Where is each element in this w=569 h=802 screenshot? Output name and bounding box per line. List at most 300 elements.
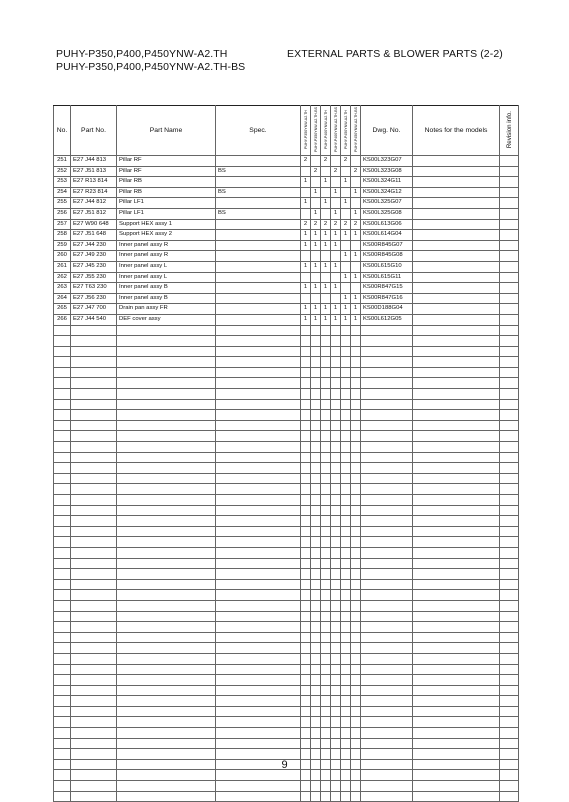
cell-qty bbox=[311, 558, 321, 569]
cell-dwg-no: KS00L613G06 bbox=[361, 219, 413, 230]
cell-qty bbox=[311, 357, 321, 368]
cell-qty bbox=[341, 431, 351, 442]
cell-spec bbox=[216, 219, 301, 230]
cell-qty bbox=[351, 653, 361, 664]
cell-part-no: E27 W90 648 bbox=[71, 219, 117, 230]
cell-part-no: E27 T63 230 bbox=[71, 283, 117, 294]
cell-qty bbox=[321, 325, 331, 336]
table-row bbox=[54, 431, 519, 442]
cell-revision bbox=[500, 336, 519, 347]
cell-qty bbox=[331, 706, 341, 717]
cell-qty: 1 bbox=[301, 230, 311, 241]
model-label: PUHY-P450YNW-A2.TH-BS bbox=[353, 107, 358, 152]
cell-qty bbox=[331, 442, 341, 453]
cell-part-no bbox=[71, 452, 117, 463]
cell-spec bbox=[216, 505, 301, 516]
header-revision bbox=[500, 106, 519, 156]
cell-qty bbox=[301, 357, 311, 368]
cell-no bbox=[54, 399, 71, 410]
table-row bbox=[54, 473, 519, 484]
cell-qty: 1 bbox=[331, 261, 341, 272]
cell-qty bbox=[341, 643, 351, 654]
cell-notes bbox=[413, 632, 500, 643]
cell-notes bbox=[413, 558, 500, 569]
cell-notes bbox=[413, 389, 500, 400]
cell-notes bbox=[413, 304, 500, 315]
table-row bbox=[54, 367, 519, 378]
table-row bbox=[54, 717, 519, 728]
cell-qty bbox=[351, 336, 361, 347]
cell-part-name bbox=[117, 770, 216, 781]
cell-spec bbox=[216, 346, 301, 357]
cell-spec bbox=[216, 304, 301, 315]
cell-spec bbox=[216, 781, 301, 792]
cell-qty: 1 bbox=[351, 304, 361, 315]
cell-notes bbox=[413, 749, 500, 760]
cell-notes bbox=[413, 770, 500, 781]
cell-revision bbox=[500, 738, 519, 749]
cell-notes bbox=[413, 283, 500, 294]
model-header bbox=[56, 48, 245, 74]
cell-qty bbox=[351, 728, 361, 739]
cell-qty bbox=[301, 526, 311, 537]
table-row bbox=[54, 251, 519, 262]
table-row bbox=[54, 166, 519, 177]
cell-qty: 1 bbox=[321, 198, 331, 209]
cell-qty bbox=[321, 632, 331, 643]
cell-qty bbox=[331, 389, 341, 400]
cell-part-no bbox=[71, 410, 117, 421]
cell-qty bbox=[331, 346, 341, 357]
cell-notes bbox=[413, 399, 500, 410]
cell-qty bbox=[341, 600, 351, 611]
cell-revision bbox=[500, 675, 519, 686]
cell-part-no bbox=[71, 420, 117, 431]
cell-notes bbox=[413, 208, 500, 219]
cell-qty: 1 bbox=[321, 304, 331, 315]
cell-qty bbox=[301, 738, 311, 749]
cell-no bbox=[54, 643, 71, 654]
cell-qty: 1 bbox=[341, 198, 351, 209]
cell-part-no bbox=[71, 611, 117, 622]
cell-qty bbox=[351, 569, 361, 580]
cell-part-no bbox=[71, 791, 117, 802]
cell-qty bbox=[331, 590, 341, 601]
cell-no bbox=[54, 537, 71, 548]
cell-dwg-no bbox=[361, 367, 413, 378]
cell-dwg-no bbox=[361, 590, 413, 601]
cell-qty bbox=[331, 452, 341, 463]
cell-dwg-no bbox=[361, 706, 413, 717]
cell-qty: 1 bbox=[351, 187, 361, 198]
cell-notes bbox=[413, 653, 500, 664]
cell-qty bbox=[351, 283, 361, 294]
cell-qty bbox=[351, 505, 361, 516]
cell-qty bbox=[301, 653, 311, 664]
cell-no bbox=[54, 431, 71, 442]
cell-part-name: Inner panel assy R bbox=[117, 251, 216, 262]
cell-no: 266 bbox=[54, 314, 71, 325]
cell-dwg-no bbox=[361, 791, 413, 802]
cell-notes bbox=[413, 569, 500, 580]
cell-part-no bbox=[71, 473, 117, 484]
cell-revision bbox=[500, 410, 519, 421]
cell-revision bbox=[500, 240, 519, 251]
cell-part-name: Pillar LF1 bbox=[117, 208, 216, 219]
cell-dwg-no: KS00D188G04 bbox=[361, 304, 413, 315]
cell-revision bbox=[500, 569, 519, 580]
cell-qty bbox=[311, 336, 321, 347]
cell-qty bbox=[341, 547, 351, 558]
cell-qty bbox=[301, 696, 311, 707]
cell-qty bbox=[301, 367, 311, 378]
cell-qty bbox=[321, 389, 331, 400]
cell-qty bbox=[301, 505, 311, 516]
cell-qty bbox=[341, 463, 351, 474]
cell-part-no bbox=[71, 579, 117, 590]
cell-dwg-no bbox=[361, 325, 413, 336]
cell-dwg-no bbox=[361, 770, 413, 781]
cell-revision bbox=[500, 219, 519, 230]
cell-spec bbox=[216, 728, 301, 739]
cell-part-name bbox=[117, 611, 216, 622]
cell-dwg-no bbox=[361, 749, 413, 760]
cell-qty bbox=[331, 611, 341, 622]
cell-qty bbox=[351, 558, 361, 569]
cell-dwg-no: KS00L323G08 bbox=[361, 166, 413, 177]
cell-qty bbox=[311, 526, 321, 537]
cell-qty bbox=[331, 781, 341, 792]
cell-part-no: E27 J44 812 bbox=[71, 198, 117, 209]
cell-qty bbox=[321, 452, 331, 463]
cell-qty bbox=[311, 664, 321, 675]
table-row bbox=[54, 346, 519, 357]
cell-qty bbox=[301, 495, 311, 506]
cell-qty bbox=[351, 367, 361, 378]
table-row bbox=[54, 272, 519, 283]
cell-notes bbox=[413, 717, 500, 728]
cell-part-name bbox=[117, 399, 216, 410]
cell-part-name bbox=[117, 600, 216, 611]
header-part-name: Part Name bbox=[117, 106, 216, 156]
table-row bbox=[54, 643, 519, 654]
cell-qty bbox=[341, 357, 351, 368]
cell-notes bbox=[413, 547, 500, 558]
table-row bbox=[54, 187, 519, 198]
cell-part-no: E27 J44 230 bbox=[71, 240, 117, 251]
table-row bbox=[54, 611, 519, 622]
cell-notes bbox=[413, 600, 500, 611]
header-model-3 bbox=[321, 106, 331, 156]
cell-part-no bbox=[71, 357, 117, 368]
table-row bbox=[54, 240, 519, 251]
cell-qty bbox=[321, 579, 331, 590]
cell-dwg-no bbox=[361, 653, 413, 664]
cell-qty: 1 bbox=[351, 293, 361, 304]
cell-qty bbox=[301, 442, 311, 453]
cell-qty bbox=[331, 420, 341, 431]
cell-part-name: Pillar RF bbox=[117, 166, 216, 177]
cell-notes bbox=[413, 463, 500, 474]
cell-part-no bbox=[71, 325, 117, 336]
cell-qty bbox=[341, 675, 351, 686]
cell-no bbox=[54, 781, 71, 792]
cell-no: 264 bbox=[54, 293, 71, 304]
cell-qty bbox=[311, 473, 321, 484]
cell-qty bbox=[321, 558, 331, 569]
cell-spec bbox=[216, 272, 301, 283]
cell-part-name: Support HEX assy 2 bbox=[117, 230, 216, 241]
cell-qty bbox=[301, 166, 311, 177]
cell-part-name bbox=[117, 473, 216, 484]
table-row bbox=[54, 738, 519, 749]
cell-no: 253 bbox=[54, 177, 71, 188]
cell-notes bbox=[413, 293, 500, 304]
cell-no bbox=[54, 611, 71, 622]
cell-spec bbox=[216, 579, 301, 590]
cell-spec bbox=[216, 717, 301, 728]
table-row bbox=[54, 219, 519, 230]
cell-qty bbox=[321, 431, 331, 442]
cell-qty: 2 bbox=[301, 219, 311, 230]
table-row bbox=[54, 261, 519, 272]
cell-qty bbox=[301, 590, 311, 601]
cell-spec bbox=[216, 547, 301, 558]
cell-qty bbox=[321, 738, 331, 749]
cell-qty bbox=[331, 770, 341, 781]
table-row bbox=[54, 314, 519, 325]
cell-part-no bbox=[71, 675, 117, 686]
cell-qty bbox=[301, 611, 311, 622]
cell-qty: 1 bbox=[311, 314, 321, 325]
cell-qty bbox=[321, 495, 331, 506]
cell-part-name bbox=[117, 389, 216, 400]
cell-part-name bbox=[117, 696, 216, 707]
cell-qty bbox=[341, 325, 351, 336]
cell-qty bbox=[311, 770, 321, 781]
table-row bbox=[54, 484, 519, 495]
cell-qty bbox=[301, 791, 311, 802]
cell-spec bbox=[216, 590, 301, 601]
cell-part-no: E27 J51 812 bbox=[71, 208, 117, 219]
cell-qty: 1 bbox=[301, 314, 311, 325]
cell-revision bbox=[500, 749, 519, 760]
cell-qty bbox=[311, 378, 321, 389]
cell-qty bbox=[341, 685, 351, 696]
cell-revision bbox=[500, 558, 519, 569]
cell-revision bbox=[500, 643, 519, 654]
cell-qty bbox=[311, 696, 321, 707]
cell-notes bbox=[413, 622, 500, 633]
cell-qty bbox=[331, 622, 341, 633]
cell-revision bbox=[500, 579, 519, 590]
cell-qty bbox=[321, 749, 331, 760]
cell-spec bbox=[216, 558, 301, 569]
cell-qty bbox=[331, 367, 341, 378]
cell-qty: 1 bbox=[301, 283, 311, 294]
table-row bbox=[54, 463, 519, 474]
cell-qty bbox=[321, 791, 331, 802]
cell-notes bbox=[413, 325, 500, 336]
cell-qty bbox=[341, 653, 351, 664]
cell-dwg-no bbox=[361, 495, 413, 506]
revision-label: Revision info. bbox=[505, 110, 513, 149]
cell-qty bbox=[301, 484, 311, 495]
cell-qty bbox=[331, 791, 341, 802]
cell-part-name bbox=[117, 717, 216, 728]
cell-qty bbox=[321, 770, 331, 781]
cell-spec: BS bbox=[216, 166, 301, 177]
cell-qty: 1 bbox=[331, 283, 341, 294]
cell-spec bbox=[216, 198, 301, 209]
cell-qty bbox=[351, 770, 361, 781]
cell-qty bbox=[321, 473, 331, 484]
cell-part-no bbox=[71, 389, 117, 400]
cell-qty bbox=[331, 505, 341, 516]
cell-qty: 1 bbox=[321, 177, 331, 188]
cell-qty bbox=[311, 431, 321, 442]
cell-notes bbox=[413, 378, 500, 389]
cell-qty bbox=[321, 272, 331, 283]
cell-qty bbox=[301, 675, 311, 686]
cell-revision bbox=[500, 526, 519, 537]
cell-dwg-no bbox=[361, 781, 413, 792]
table-row bbox=[54, 399, 519, 410]
header-model-4 bbox=[331, 106, 341, 156]
cell-qty bbox=[301, 452, 311, 463]
cell-part-name bbox=[117, 505, 216, 516]
cell-spec bbox=[216, 473, 301, 484]
cell-qty bbox=[311, 198, 321, 209]
cell-qty: 1 bbox=[321, 314, 331, 325]
cell-no bbox=[54, 706, 71, 717]
cell-part-name bbox=[117, 675, 216, 686]
cell-part-name bbox=[117, 706, 216, 717]
cell-qty bbox=[331, 156, 341, 167]
cell-part-name: Pillar RB bbox=[117, 187, 216, 198]
cell-no bbox=[54, 600, 71, 611]
model-line-2: PUHY-P350,P400,P450YNW-A2.TH-BS bbox=[56, 61, 246, 73]
cell-part-no bbox=[71, 738, 117, 749]
cell-qty bbox=[301, 272, 311, 283]
cell-qty bbox=[311, 484, 321, 495]
cell-dwg-no: KS00L614G04 bbox=[361, 230, 413, 241]
cell-spec bbox=[216, 484, 301, 495]
cell-qty bbox=[321, 717, 331, 728]
cell-no bbox=[54, 685, 71, 696]
cell-qty bbox=[341, 749, 351, 760]
cell-revision bbox=[500, 717, 519, 728]
cell-part-no bbox=[71, 728, 117, 739]
cell-qty bbox=[351, 547, 361, 558]
cell-qty bbox=[321, 643, 331, 654]
cell-dwg-no: KS00R845G07 bbox=[361, 240, 413, 251]
cell-qty bbox=[331, 378, 341, 389]
cell-qty: 2 bbox=[341, 156, 351, 167]
cell-qty bbox=[341, 569, 351, 580]
cell-spec bbox=[216, 283, 301, 294]
cell-qty bbox=[311, 442, 321, 453]
cell-qty bbox=[301, 346, 311, 357]
cell-part-no bbox=[71, 463, 117, 474]
cell-qty bbox=[341, 410, 351, 421]
cell-qty: 1 bbox=[321, 261, 331, 272]
cell-qty bbox=[311, 463, 321, 474]
cell-revision bbox=[500, 389, 519, 400]
cell-qty bbox=[321, 600, 331, 611]
cell-notes bbox=[413, 314, 500, 325]
cell-qty: 1 bbox=[351, 314, 361, 325]
cell-no bbox=[54, 505, 71, 516]
cell-qty bbox=[351, 791, 361, 802]
cell-qty bbox=[341, 367, 351, 378]
table-row bbox=[54, 304, 519, 315]
cell-qty: 1 bbox=[351, 272, 361, 283]
cell-part-no: E27 R13 814 bbox=[71, 177, 117, 188]
cell-qty bbox=[351, 177, 361, 188]
cell-qty bbox=[321, 420, 331, 431]
cell-part-name: Inner panel assy L bbox=[117, 272, 216, 283]
table-row bbox=[54, 325, 519, 336]
table-row bbox=[54, 622, 519, 633]
table-row bbox=[54, 495, 519, 506]
cell-spec bbox=[216, 569, 301, 580]
cell-notes bbox=[413, 579, 500, 590]
cell-part-name bbox=[117, 346, 216, 357]
cell-qty: 1 bbox=[301, 261, 311, 272]
cell-qty bbox=[311, 516, 321, 527]
cell-dwg-no: KS00L615G10 bbox=[361, 261, 413, 272]
cell-qty bbox=[311, 675, 321, 686]
cell-qty bbox=[321, 653, 331, 664]
cell-dwg-no bbox=[361, 611, 413, 622]
cell-spec bbox=[216, 399, 301, 410]
cell-qty bbox=[331, 177, 341, 188]
cell-qty bbox=[321, 251, 331, 262]
cell-qty bbox=[321, 505, 331, 516]
cell-spec: BS bbox=[216, 187, 301, 198]
cell-spec bbox=[216, 357, 301, 368]
cell-qty bbox=[301, 431, 311, 442]
cell-part-no bbox=[71, 664, 117, 675]
cell-spec bbox=[216, 431, 301, 442]
cell-spec bbox=[216, 770, 301, 781]
cell-part-name bbox=[117, 632, 216, 643]
cell-part-name bbox=[117, 410, 216, 421]
cell-qty bbox=[301, 600, 311, 611]
cell-notes bbox=[413, 516, 500, 527]
cell-qty bbox=[321, 696, 331, 707]
cell-dwg-no bbox=[361, 399, 413, 410]
cell-qty bbox=[351, 717, 361, 728]
cell-spec bbox=[216, 653, 301, 664]
cell-qty: 1 bbox=[341, 251, 351, 262]
table-row bbox=[54, 389, 519, 400]
table-row bbox=[54, 378, 519, 389]
cell-qty bbox=[341, 261, 351, 272]
cell-no bbox=[54, 389, 71, 400]
cell-part-name: Inner panel assy R bbox=[117, 240, 216, 251]
cell-no: 260 bbox=[54, 251, 71, 262]
cell-qty bbox=[301, 632, 311, 643]
cell-part-no bbox=[71, 399, 117, 410]
cell-part-no bbox=[71, 770, 117, 781]
cell-qty bbox=[331, 696, 341, 707]
cell-dwg-no bbox=[361, 569, 413, 580]
cell-revision bbox=[500, 251, 519, 262]
cell-revision bbox=[500, 367, 519, 378]
cell-qty bbox=[321, 187, 331, 198]
